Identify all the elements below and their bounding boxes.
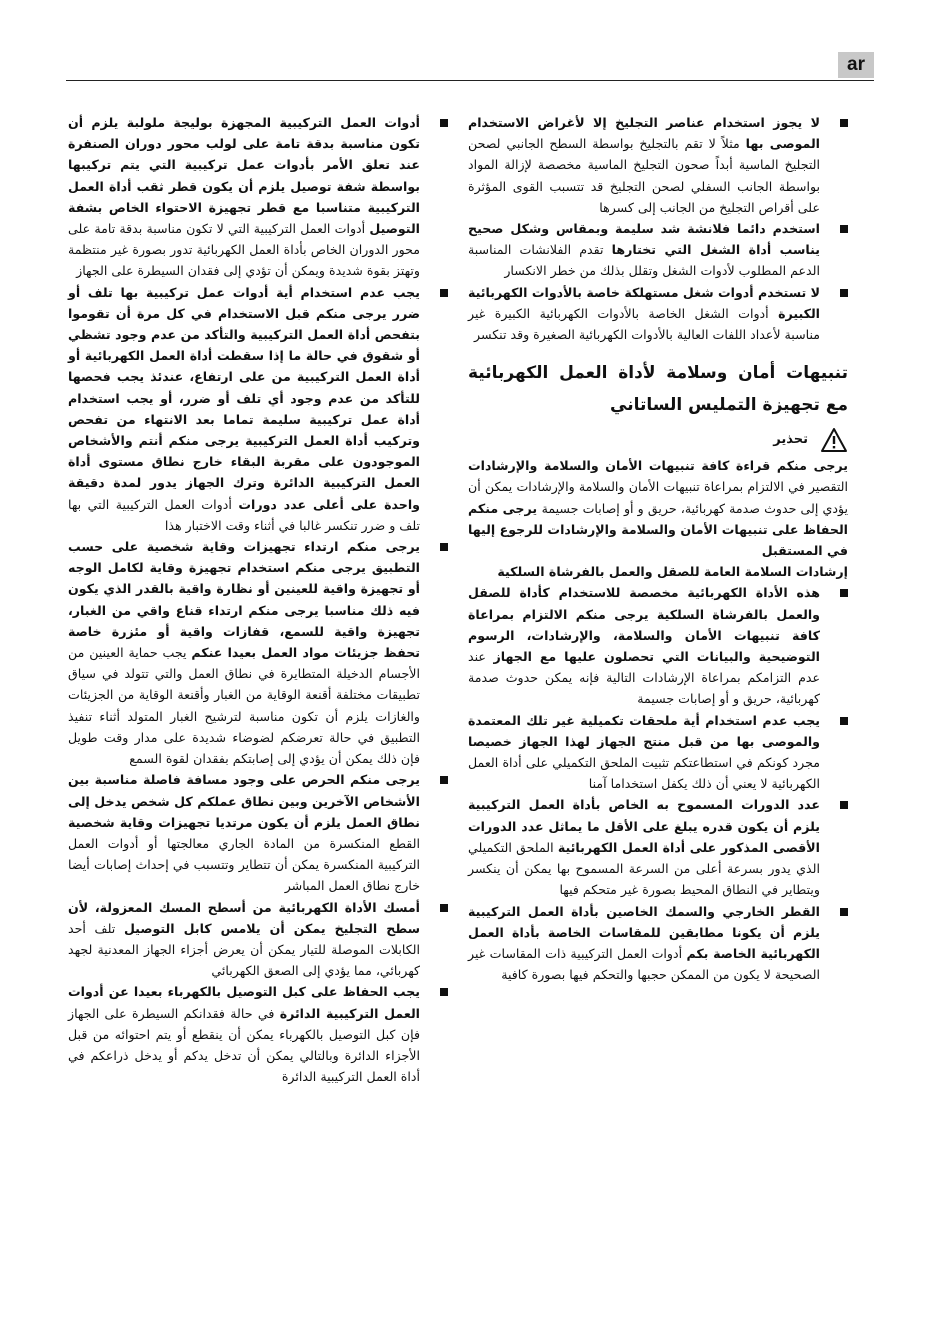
header-rule — [66, 80, 874, 81]
bullet-square — [840, 908, 848, 916]
list-item: هذه الأداة الكهربائية مخصصة للاستخدام كأداة للصقل والعمل بالفرشاة السلكية يرجى منكم الالتزام بمراعاة كافة تنبيهات الأمان والسلامة، والإرشادات، الرسوم التوضيحية والبيانات التي تحصلون عليها مع الجهاز عند عدم التزامكم بمراعاة الإرشادات التالية فإنه يمكن حدوث صدمة كهربائية، حريق و أو إصابات جسيمة — [468, 582, 848, 709]
list-item: لا تستخدم أدوات شغل مستهلكة خاصة بالأدوات الكهربائية الكبيرة أدوات الشغل الخاصة بالأدوات الكهربائية الكبيرة غير مناسبة لأعداد اللفات العالية بالأدوات الكهربائية الصغيرة وقد تنكسر — [468, 282, 848, 346]
bullet-square — [440, 119, 448, 127]
bullet-square — [440, 776, 448, 784]
bullet-square — [840, 225, 848, 233]
bullet-square — [440, 543, 448, 551]
bullet-square — [440, 988, 448, 996]
list-item: أمسك الأداة الكهربائية من أسطح المسك المعزولة، لأن سطح التجليخ يمكن أن يلامس كابل التوصيل تلف أحد الكابلات الموصلة للتيار يمكن أن يعرض أجزاء الجهاز المعدنية لجهد كهربائي، مما يؤدي إلى الصعق الكهربائي — [68, 897, 448, 982]
bullet-square — [440, 904, 448, 912]
bullet-square — [440, 289, 448, 297]
list-item: عدد الدورات المسموح به الخاص بأداة العمل التركيبية يلزم أن يكون قدره يبلغ على الأقل ما يماثل عدد الدورات الأقصى المذكور على أداة العمل الكهربائية الملحق التكميلي الذي يدور بسرعة أعلى من السرعة المسموح بها يمكن أن ينكسر ويتطاير في النطاق المحيط بصورة غير متحكم فيها — [468, 794, 848, 900]
bullet-square — [840, 289, 848, 297]
list-item: يرجى منكم ارتداء تجهيزات وقاية شخصية على حسب التطبيق يرجى منكم استخدام تجهيزة وقاية لكامل الوجه أو تجهيزة واقية للعينين أو نظارة واقية بالقدر الذي يكون فيه ذلك مناسبا يرجى منكم ارتداء قناع واقي من الغبار، تجهيزة واقية للسمع، قفازات واقية أو مئزرة خاصة تحفظ جزيئات مواد العمل بعيدا عنكم يجب حماية العينين من الأجسام الدخيلة المتطايرة في نطاق العمل والتي تتولد في سياق تطبيقات مختلفة أقنعة الوقاية من الغبار وأقنعة الوقاية من الجزيئات والغازات يلزم أن تكون مناسبة لترشيح الغبار المتولد أثناء تنفيذ التطبيق في حالة تعرضكم لضوضاء شديدة على مدار وقت طويل فإن ذلك يمكن أن يؤدي إلى إصابتكم بفقدان لقوة السمع — [68, 536, 448, 769]
warning-label: تحذير — [773, 432, 808, 448]
bullet-square — [840, 589, 848, 597]
bullet-square — [840, 801, 848, 809]
list-item: يرجى منكم الحرص على وجود مسافة فاصلة مناسبة بين الأشخاص الآخرين وبين نطاق عملكم كل شخص يدخل إلى نطاق العمل يلزم أن يكون مرتديا تجهيزات وقاية شخصية القطع المنكسرة من المادة الجاري معالجتها أو أدوات العمل التركيبية المنكسرة يمكن أن تتطاير وتتسبب في إحداث إصابات أيضا خارج نطاق العمل المباشر — [68, 769, 448, 896]
warning-paragraph: يرجى منكم قراءة كافة تنبيهات الأمان والسلامة والإرشادات التقصير في الالتزام بمراعاة تنبيهات الأمان والسلامة والإرشادات يمكن أن يؤدي إلى حدوث صدمة كهربائية، حريق و أو إصابات جسيمة يرجى منكم الحفاظ على تنبيهات الأمان والسلامة والإرشادات للرجوع إليها في المستقبل — [468, 458, 849, 559]
warning-row — [468, 427, 848, 453]
warning-triangle-icon — [820, 427, 848, 453]
general-safety-heading: إرشادات السلامة العامة للصقل والعمل بالفرشاة السلكية — [497, 564, 848, 580]
list-item: يجب عدم استخدام أية ملحقات تكميلية غير تلك المعتمدة والموصى بها من قبل منتج الجهاز لهذا الجهاز خصيصا مجرد كونكم في استطاعتكم تثبيت الملحق التكميلي على أداة العمل الكهربائية لا يعني أن ذلك يكفل استخداما آمنا — [468, 710, 848, 795]
right-column — [468, 112, 848, 985]
list-item: لا يجوز استخدام عناصر التجليخ إلا لأغراض الاستخدام الموصى بها مثلاً لا تقم بالتجليخ بواسطة السطح الجانبي لصحن التجليخ الماسية أبداً صحون التجليخ الماسية مخصصة لإزالة المواد بواسطة الجانب السفلي لصحن التجليخ قد تتسبب القوى المؤثرة على أقراص التجليخ من الجانب إلى كسرها — [468, 112, 848, 218]
list-item: أدوات العمل التركيبية المجهزة بوليجة ملولبة يلزم أن تكون مناسبة بدقة تامة على لولب محور دوران الصنفرة عند تعلق الأمر بأدوات عمل تركيبية التي يتم تركيبها بواسطة شفة توصيل يلزم أن يكون قطر ثقب أداة العمل التركيبية متناسبا مع قطر تجهيزة الاحتواء الخاص بشفة التوصيل أدوات العمل التركيبية التي لا تكون مناسبة بدقة تامة على محور الدوران الخاص بأداة العمل الكهربائية تدور بصورة غير منتظمة وتهتز بقوة شديدة ويمكن أن تؤدي إلى فقدان السيطرة على الجهاز — [68, 112, 448, 282]
bullet-square — [840, 119, 848, 127]
bullet-square — [840, 717, 848, 725]
list-item: استخدم دائما فلانشة شد سليمة وبمقاس وشكل صحيح يناسب أداة الشغل التي تختارها تقدم الفلانشات المناسبة الدعم المطلوب لأدوات الشغل وتقلل بذلك من خطر الانكسار — [468, 218, 848, 282]
left-column — [68, 112, 448, 1087]
section-heading: تنبيهات أمان وسلامة لأداة العمل الكهربائية مع تجهيزة التمليس الساتاني — [468, 363, 848, 416]
language-badge: ar — [838, 52, 874, 78]
list-item: يجب عدم استخدام أية أدوات عمل تركيبية بها تلف أو ضرر يرجى منكم قبل الاستخدام في كل مرة أن تقوموا بتفحص أداة العمل التركيبية والتأكد من عدم وجود تشظي أو شقوق في حالة ما إذا سقطت أداة العمل الكهربائية أو أداة العمل التركيبية من على ارتفاع، عندئذ يجب فحصها للتأكد من عدم وجود أي تلف أو ضرر، أو يجب استخدام أداة عمل تركيبية سليمة تماما بعد الانتهاء من تفحص وتركيب أداة العمل التركيبية يرجى منكم أنتم والأشخاص الموجودون على مقربة البقاء خارج نطاق مستوى أداة العمل التركيبية الدائرة وترك الجهاز يدور لمدة دقيقة واحدة على أعلى عدد دورات أدوات العمل التركيبية التي بها تلف و ضرر تنكسر غالبا في أثناء وقت الاختبار هذا — [68, 282, 448, 536]
list-item: القطر الخارجي والسمك الخاصين بأداة العمل التركيبية يلزم أن يكونا مطابقين للمقاسات الخاصة بأداة العمل الكهربائية الخاصة بكم أدوات العمل التركيبية ذات المقاسات غير الصحيحة لا يكون من الممكن حجبها والتحكم فيها بصورة كافية — [468, 901, 848, 986]
list-item: يجب الحفاظ على كبل التوصيل بالكهرباء بعيدا عن أدوات العمل التركيبية الدائرة في حالة فقدانكم السيطرة على الجهاز فإن كبل التوصيل بالكهرباء يمكن أن ينقطع أو يتم احتوائه من قبل الأجزاء الدائرة وبالتالي يمكن أن تدخل يدكم أو يدخل ذراعكم في أداة العمل التركيبية الدائرة — [68, 981, 448, 1087]
